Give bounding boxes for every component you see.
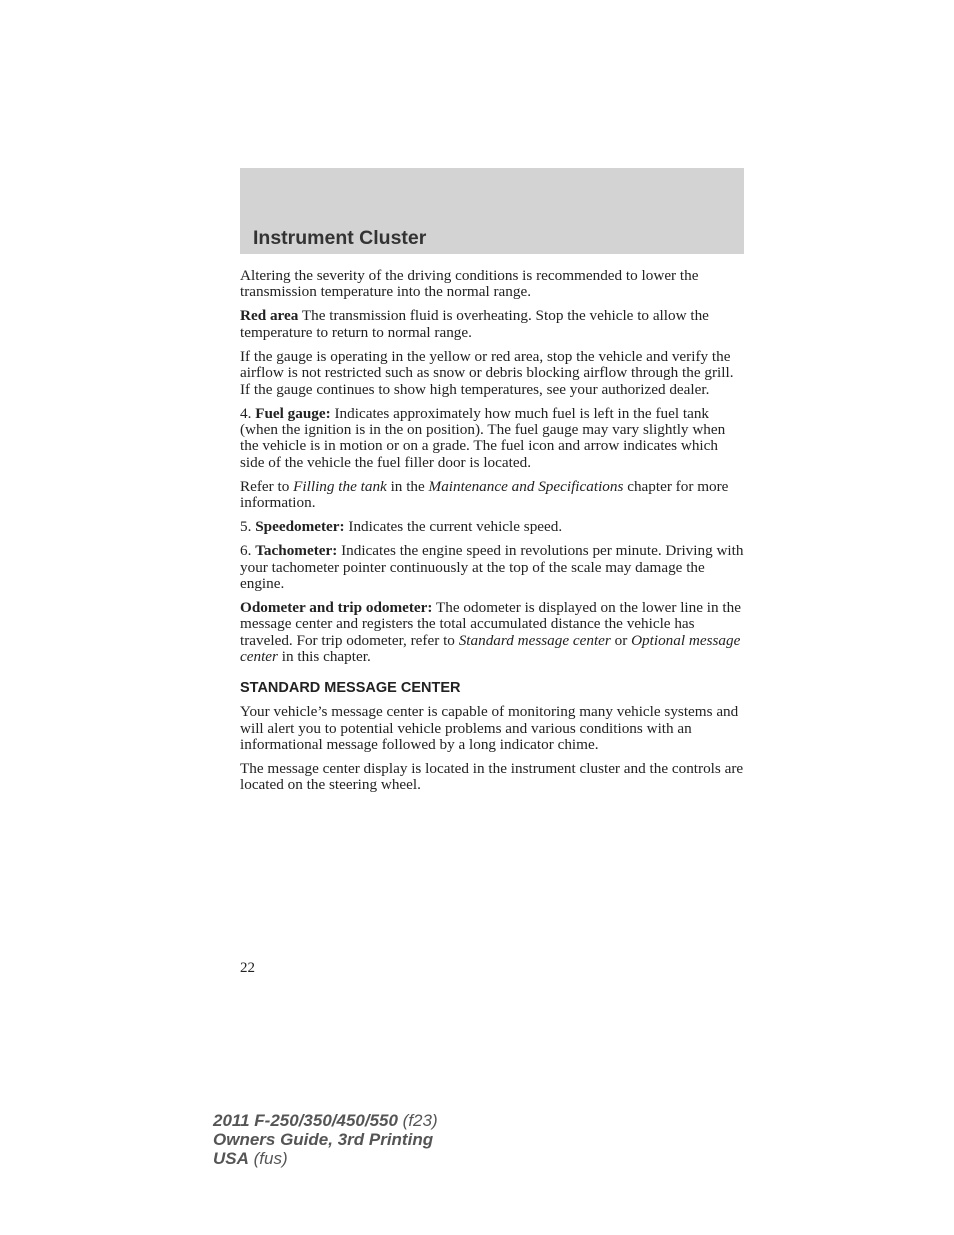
- footer-line-model: [213, 1111, 438, 1130]
- paragraph: The message center display is located in the instrument cluster and the controls are located on the steering wheel.: [240, 759, 744, 794]
- footer-model: 2011 F-250/350/450/550: [213, 1111, 398, 1130]
- paragraph: If the gauge is operating in the yellow or red area, stop the vehicle and verify the airflow is not restricted such as snow or debris blocking airflow through the grill. If the gauge continues to show high temperatures, see your authorized dealer.: [240, 347, 734, 398]
- paragraph: Altering the severity of the driving conditions is recommended to lower the transmission temperature into the normal range.: [240, 267, 699, 301]
- paragraph-text: Indicates approximately how much fuel is left in the fuel tank (when the ignition is in the on position). The fuel gauge may vary slightly when the vehicle is in motion or on a grade. The fuel icon and arrow indicates which side of the vehicle the fuel filler door is located.: [240, 404, 726, 471]
- footer-code: (fus): [248, 1149, 288, 1168]
- item-number: 6.: [240, 542, 256, 560]
- section-heading: STANDARD MESSAGE CENTER: [240, 679, 461, 696]
- page-number: 22: [240, 960, 255, 976]
- paragraph-text: Indicates the current vehicle speed.: [344, 518, 563, 536]
- paragraph-text: Indicates the engine speed in revolutions per minute. Driving with your tachometer pointer continuously at the top of the scale may damage the engine.: [240, 542, 744, 593]
- paragraph-refer: [240, 479, 746, 512]
- paragraph: Your vehicle’s message center is capable of monitoring many vehicle systems and will alert you to potential vehicle problems and various conditions with an informational message followed by a long indicator chime.: [240, 703, 739, 753]
- chapter-header-band: [240, 168, 744, 254]
- paragraph-text: in the: [386, 477, 429, 495]
- item-number: 4.: [240, 404, 256, 422]
- item-number: 5.: [240, 518, 256, 536]
- term-label: Tachometer:: [255, 542, 338, 560]
- paragraph-text: The odometer is displayed on the lower line in the message center and registers the total accumulated distance the vehicle has traveled. For trip odometer, refer to: [240, 599, 741, 649]
- footer-code: (f23): [397, 1111, 438, 1130]
- cross-reference: Standard message center: [458, 631, 611, 649]
- footer-guide: Owners Guide, 3rd Printing: [213, 1130, 434, 1149]
- cross-reference: Filling the tank: [293, 477, 387, 495]
- footer: [213, 1111, 438, 1168]
- paragraph-speedometer: [240, 519, 746, 535]
- paragraph-red-area: [240, 308, 746, 341]
- paragraph-fuel-gauge: [240, 406, 746, 472]
- term-label: Odometer and trip odometer:: [240, 599, 433, 617]
- paragraph-text: in this chapter.: [277, 648, 371, 666]
- paragraph-text: chapter for more information.: [240, 477, 729, 512]
- chapter-title: Instrument Cluster: [253, 227, 427, 249]
- cross-reference: Optional message center: [240, 631, 741, 666]
- page-body: [240, 268, 746, 801]
- paragraph-tachometer: [240, 543, 746, 592]
- paragraph-odometer: [240, 600, 746, 666]
- footer-line-region: [213, 1149, 438, 1168]
- term-label: Speedometer:: [255, 518, 345, 536]
- term-label: Red area: [240, 307, 299, 325]
- paragraph-text: or: [610, 631, 632, 649]
- term-label: Fuel gauge:: [255, 404, 331, 422]
- footer-line-guide: [213, 1130, 438, 1149]
- paragraph-text: Refer to: [240, 477, 294, 495]
- cross-reference: Maintenance and Specifications: [428, 477, 624, 495]
- footer-region: USA: [213, 1149, 249, 1168]
- paragraph-text: The transmission fluid is overheating. Stop the vehicle to allow the temperature to return to normal range.: [240, 307, 709, 341]
